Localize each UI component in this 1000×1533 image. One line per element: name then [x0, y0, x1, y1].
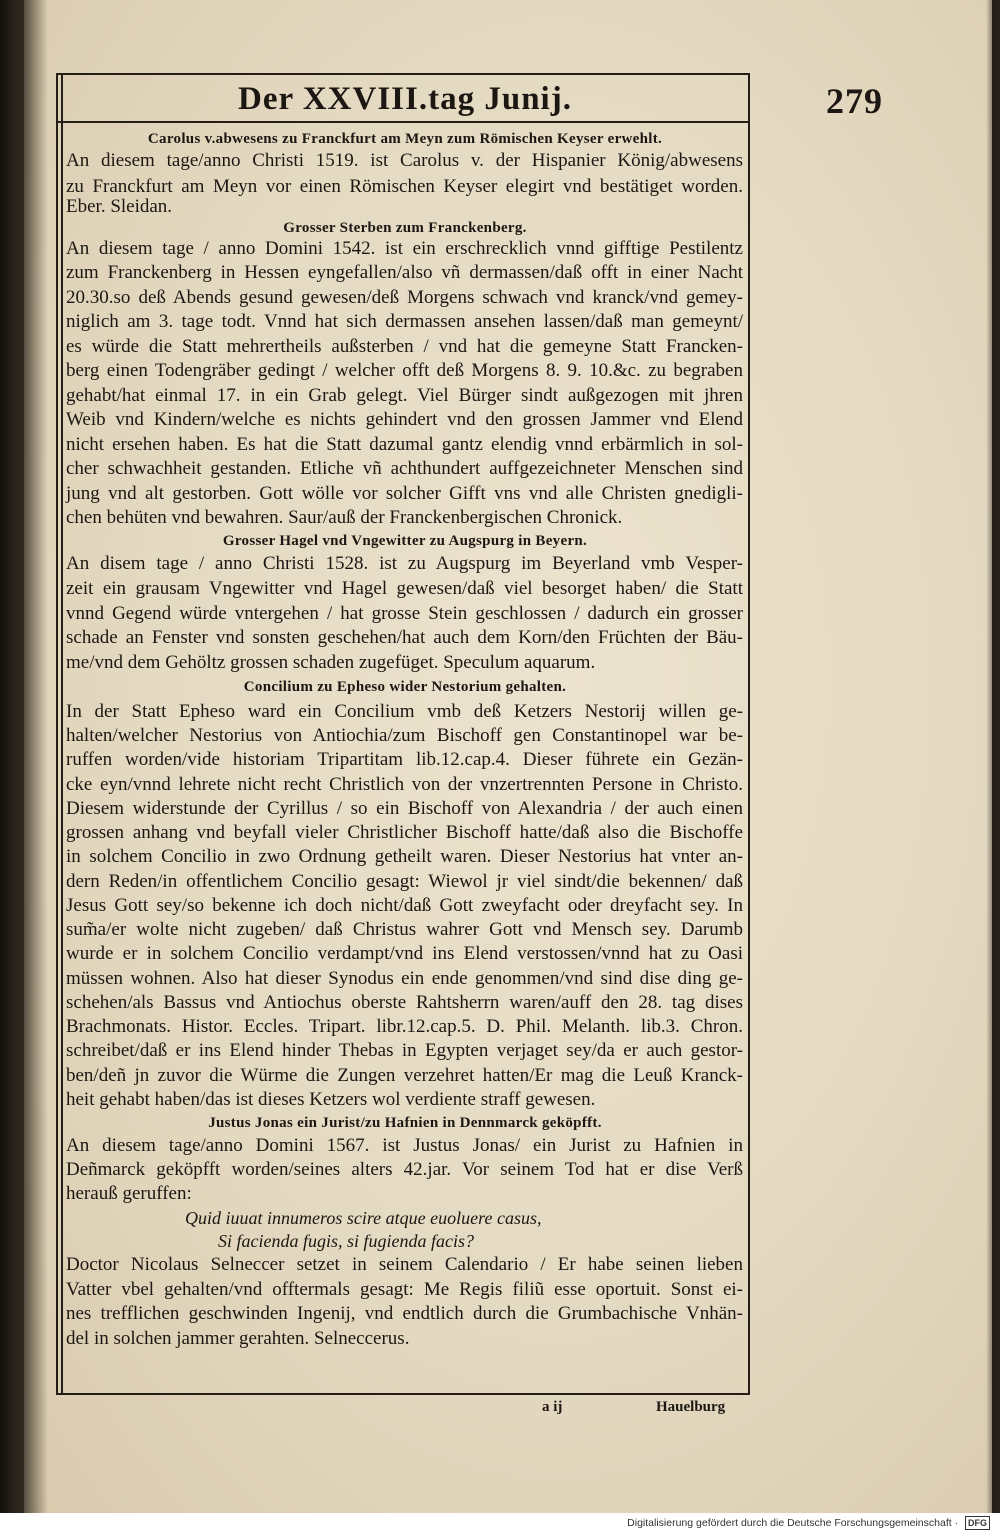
body-line	[66, 918, 744, 942]
body-line	[66, 1134, 744, 1158]
credit-text: Digitalisierung gefördert durch die Deutsche Forschungsgemeinschaft ·	[627, 1517, 959, 1529]
body-line-text: me/vnd dem Gehöltz grossen schaden zugefüget. Speculum aquarum.	[66, 652, 596, 673]
catchword: Hauelburg	[656, 1399, 726, 1415]
body-line	[66, 335, 744, 359]
body-line-text: Diesem widerstunde der Cyrillus / so ein Bischoff von Alexandria / der auch einen	[66, 798, 743, 819]
body-line-text: cher schwachheit gestanden. Etliche vñ achthundert auffgezeichneter Menschen sind	[66, 458, 743, 479]
body-line-text: Eber. Sleidan.	[66, 196, 173, 217]
body-line	[66, 261, 744, 285]
body-line	[66, 1327, 744, 1351]
body-line	[66, 1182, 744, 1206]
body-line-text: zu Franckfurt am Meyn vor einen Römischen Keyser elegirt vnd bestätiget worden.	[66, 176, 743, 197]
entry-heading: Justus Jonas ein Jurist/zu Hafnien in Dennmarck geköpfft.	[208, 1115, 602, 1131]
body-line	[66, 845, 744, 869]
body-line	[66, 310, 744, 334]
body-line-text: heit gehabt haben/das ist dieses Ketzers wol verdiente straff gewesen.	[66, 1089, 596, 1110]
entry-heading: Grosser Sterben zum Franckenberg.	[283, 220, 527, 236]
body-line-text: jung vnd alt gestorben. Gott wölle vor solcher Gifft vns vnd alle Christen gnedigli-	[66, 483, 743, 504]
frame-rule-bottom	[56, 1393, 750, 1395]
body-line-text: schehen/als Bassus vnd Antiochus oberste Rahtsherrn waren/auff den 28. tag dises	[66, 992, 743, 1013]
body-line	[66, 1302, 744, 1326]
body-line	[66, 1158, 744, 1182]
body-line	[66, 626, 744, 650]
frame-rule-left-inner	[61, 73, 63, 1395]
latin-verse	[185, 1206, 725, 1230]
body-line-text: An diesem tage/anno Christi 1519. ist Carolus v. der Hispanier König/abwesens	[66, 150, 743, 171]
body-line-text: schade an Fenster vnd sonsten geschehen/hat auch dem Korn/den Früchten der Bäu-	[66, 627, 743, 648]
body-line	[66, 602, 744, 626]
signature-mark: a ij	[542, 1399, 563, 1415]
body-line-text: zum Franckenberg in Hessen eyngefallen/also vñ dermassen/daß offt in einer Nacht	[66, 262, 743, 283]
body-line	[66, 237, 744, 261]
body-line-text: Vatter vbel gehalten/vnd offtermals gesagt: Me Regis filiũ esse oportuit. Sonst ei-	[66, 1279, 743, 1300]
body-line-text: müssen wohnen. Also hat dieser Synodus ein ende genommen/vnd sind dise ding ge-	[66, 968, 743, 989]
body-line-text: zeit ein grausam Vngewitter vnd Hagel gewesen/daß viel besorget haben/ die Statt	[66, 578, 743, 599]
body-line	[66, 991, 744, 1015]
frame-rule-right	[748, 73, 750, 1395]
body-line-text: cke eyn/vnnd lehrete nicht recht Christlich von der vnzertrennten Persone in Christo.	[66, 774, 743, 795]
body-line-text: Doctor Nicolaus Selneccer setzet in seinem Calendario / Er habe seinen lieben	[66, 1254, 743, 1275]
body-line-text: grossen anhang vnd beyfall vieler Christlicher Bischoff hatte/daß also die Bischoffe	[66, 822, 743, 843]
body-line	[66, 457, 744, 481]
body-line-text: gehabt/hat einmal 17. in ein Grab gelegt. Viel Bürger sindt außgezogen mit jhren	[66, 385, 743, 406]
frame-rule-top	[56, 73, 750, 75]
latin-verse-text: Quid iuuat innumeros scire atque euoluere casus,	[185, 1208, 542, 1228]
body-line-text: berg einen Todengräber gedingt / welcher offt deß Morgens 8. 9. 10.&c. zu begraben	[66, 360, 743, 381]
body-line-text: Jesus Gott sey/so bekenne ich doch nicht/daß Gott zweyfacht oder dreyfacht sey. In	[66, 895, 743, 916]
latin-verse	[218, 1229, 758, 1253]
body-line	[66, 651, 744, 675]
body-line-text: Brachmonats. Histor. Eccles. Tripart. libr.12.cap.5. D. Phil. Melanth. lib.3. Chron.	[66, 1016, 743, 1037]
body-line	[66, 821, 744, 845]
body-line	[66, 1088, 744, 1112]
latin-verse-text: Si facienda fugis, si fugienda facis?	[218, 1231, 474, 1251]
dfg-logo: DFG	[965, 1516, 990, 1530]
running-head-title: Der XXVIII.tag Junij.	[238, 81, 572, 117]
body-line	[66, 286, 744, 310]
body-line-text: dern Reden/in offentlichem Concilio gesagt: Wiewol jr viel sindt/die bekennen/ daß	[66, 871, 743, 892]
entry-heading: Carolus v.abwesens zu Franckfurt am Meyn zum Römischen Keyser erwehlt.	[147, 131, 663, 147]
body-line-text: An diesem tage / anno Domini 1542. ist ein erschrecklich vnnd gifftige Pestilentz	[66, 238, 743, 259]
body-line	[66, 1253, 744, 1277]
body-line	[66, 577, 744, 601]
body-line	[66, 552, 744, 576]
body-line-text: in solchem Concilio in zwo Ordnung getheilt waren. Dieser Nestorius hat vnter an-	[66, 846, 743, 867]
body-line-text: schreibet/daß er ins Elend hinder Thebas in Egypten verjaget sey/da er auch gestor-	[66, 1040, 743, 1061]
body-line	[66, 724, 744, 748]
body-line	[66, 942, 744, 966]
body-line-text: nes trefflichen geschwinden Ingenij, vnd endtlich durch die Grumbachische Vnhän-	[66, 1303, 743, 1324]
body-line-text: wurde er in solchem Concilio verdampt/vnd ins Elend verstossen/vnnd hat zu Oasi	[66, 943, 743, 964]
body-line	[66, 894, 744, 918]
body-line	[66, 359, 744, 383]
body-line	[66, 195, 744, 219]
body-line	[66, 482, 744, 506]
body-line-text: halten/welcher Nestorius von Antiochia/zum Bischoff gen Constantinopel war be-	[66, 725, 743, 746]
body-line-text: An disem tage / anno Christi 1528. ist zu Augspurg im Beyerland vmb Vesper-	[66, 553, 743, 574]
body-line-text: Deñmarck geköpfft worden/seines alters 42.jar. Vor seinem Tod hat er dise Verß	[66, 1159, 743, 1180]
body-line	[66, 700, 744, 724]
body-line	[66, 1039, 744, 1063]
body-line	[66, 967, 744, 991]
body-line-text: 20.30.so deß Abends gesund gewesen/deß Morgens schwach vnd kranck/vnd gemey-	[66, 287, 743, 308]
body-line-text: An diesem tage/anno Domini 1567. ist Justus Jonas/ ein Jurist zu Hafnien in	[66, 1135, 743, 1156]
credit-line	[627, 1513, 990, 1533]
book-binding-shadow	[0, 0, 48, 1513]
body-line	[66, 1015, 744, 1039]
body-line-text: vnnd Gegend würde vntergehen / hat grosse Stein geschlossen / dadurch ein grosser	[66, 603, 743, 624]
body-line-text: niglich am 3. tage todt. Vnnd hat sich dermassen ansehen lassen/daß man gemeynt/	[66, 311, 743, 332]
frame-rule-left-outer	[56, 73, 58, 1395]
body-line	[66, 870, 744, 894]
body-line	[66, 408, 744, 432]
body-line	[66, 773, 744, 797]
body-line-text: ben/deñ jn zuvor die Würme die Zungen verzehret hatten/Er mag die Leuß Kranck-	[66, 1065, 743, 1086]
body-line	[66, 506, 744, 530]
body-line-text: es würde die Statt mehrertheils außsterben / vnd hat die gemeyne Statt Francken-	[66, 336, 743, 357]
body-line	[66, 433, 744, 457]
body-line-text: herauß geruffen:	[66, 1183, 192, 1204]
body-line-text: del in solchen jammer gerahten. Selneccerus.	[66, 1328, 410, 1349]
credit-bar	[0, 1513, 1000, 1533]
body-line	[66, 384, 744, 408]
entry-heading: Grosser Hagel vnd Vngewitter zu Augspurg in Beyern.	[222, 533, 588, 549]
page-number: 279	[826, 81, 883, 121]
body-line-text: sum̃a/er wolte nicht zugeben/ daß Christus wahrer Gott vnd Mensch sey. Darumb	[66, 919, 743, 940]
body-line-text: Weib vnd Kindern/welche es nichts gehindert vnd den grossen Jammer vnd Elend	[66, 409, 743, 430]
body-line	[66, 748, 744, 772]
body-line	[66, 149, 744, 173]
body-line-text: chen behüten vnd bewahren. Saur/auß der Franckenbergischen Chronick.	[66, 507, 623, 528]
body-line-text: nicht ersehen haben. Es hat die Statt dazumal gantz elendig vnnd erbärmlich in sol-	[66, 434, 743, 455]
body-line-text: ruffen worden/vide historiam Tripartitam lib.12.cap.4. Dieser führete ein Gezän-	[66, 749, 743, 770]
body-line	[66, 797, 744, 821]
body-line	[66, 1064, 744, 1088]
body-line-text: In der Statt Epheso ward ein Concilium vmb deß Ketzers Nestorij willen ge-	[66, 701, 743, 722]
body-line	[66, 1278, 744, 1302]
frame-rule-header-bottom	[56, 121, 750, 123]
page-edge-shadow	[986, 0, 1000, 1513]
entry-heading: Concilium zu Epheso wider Nestorium gehalten.	[243, 679, 567, 695]
